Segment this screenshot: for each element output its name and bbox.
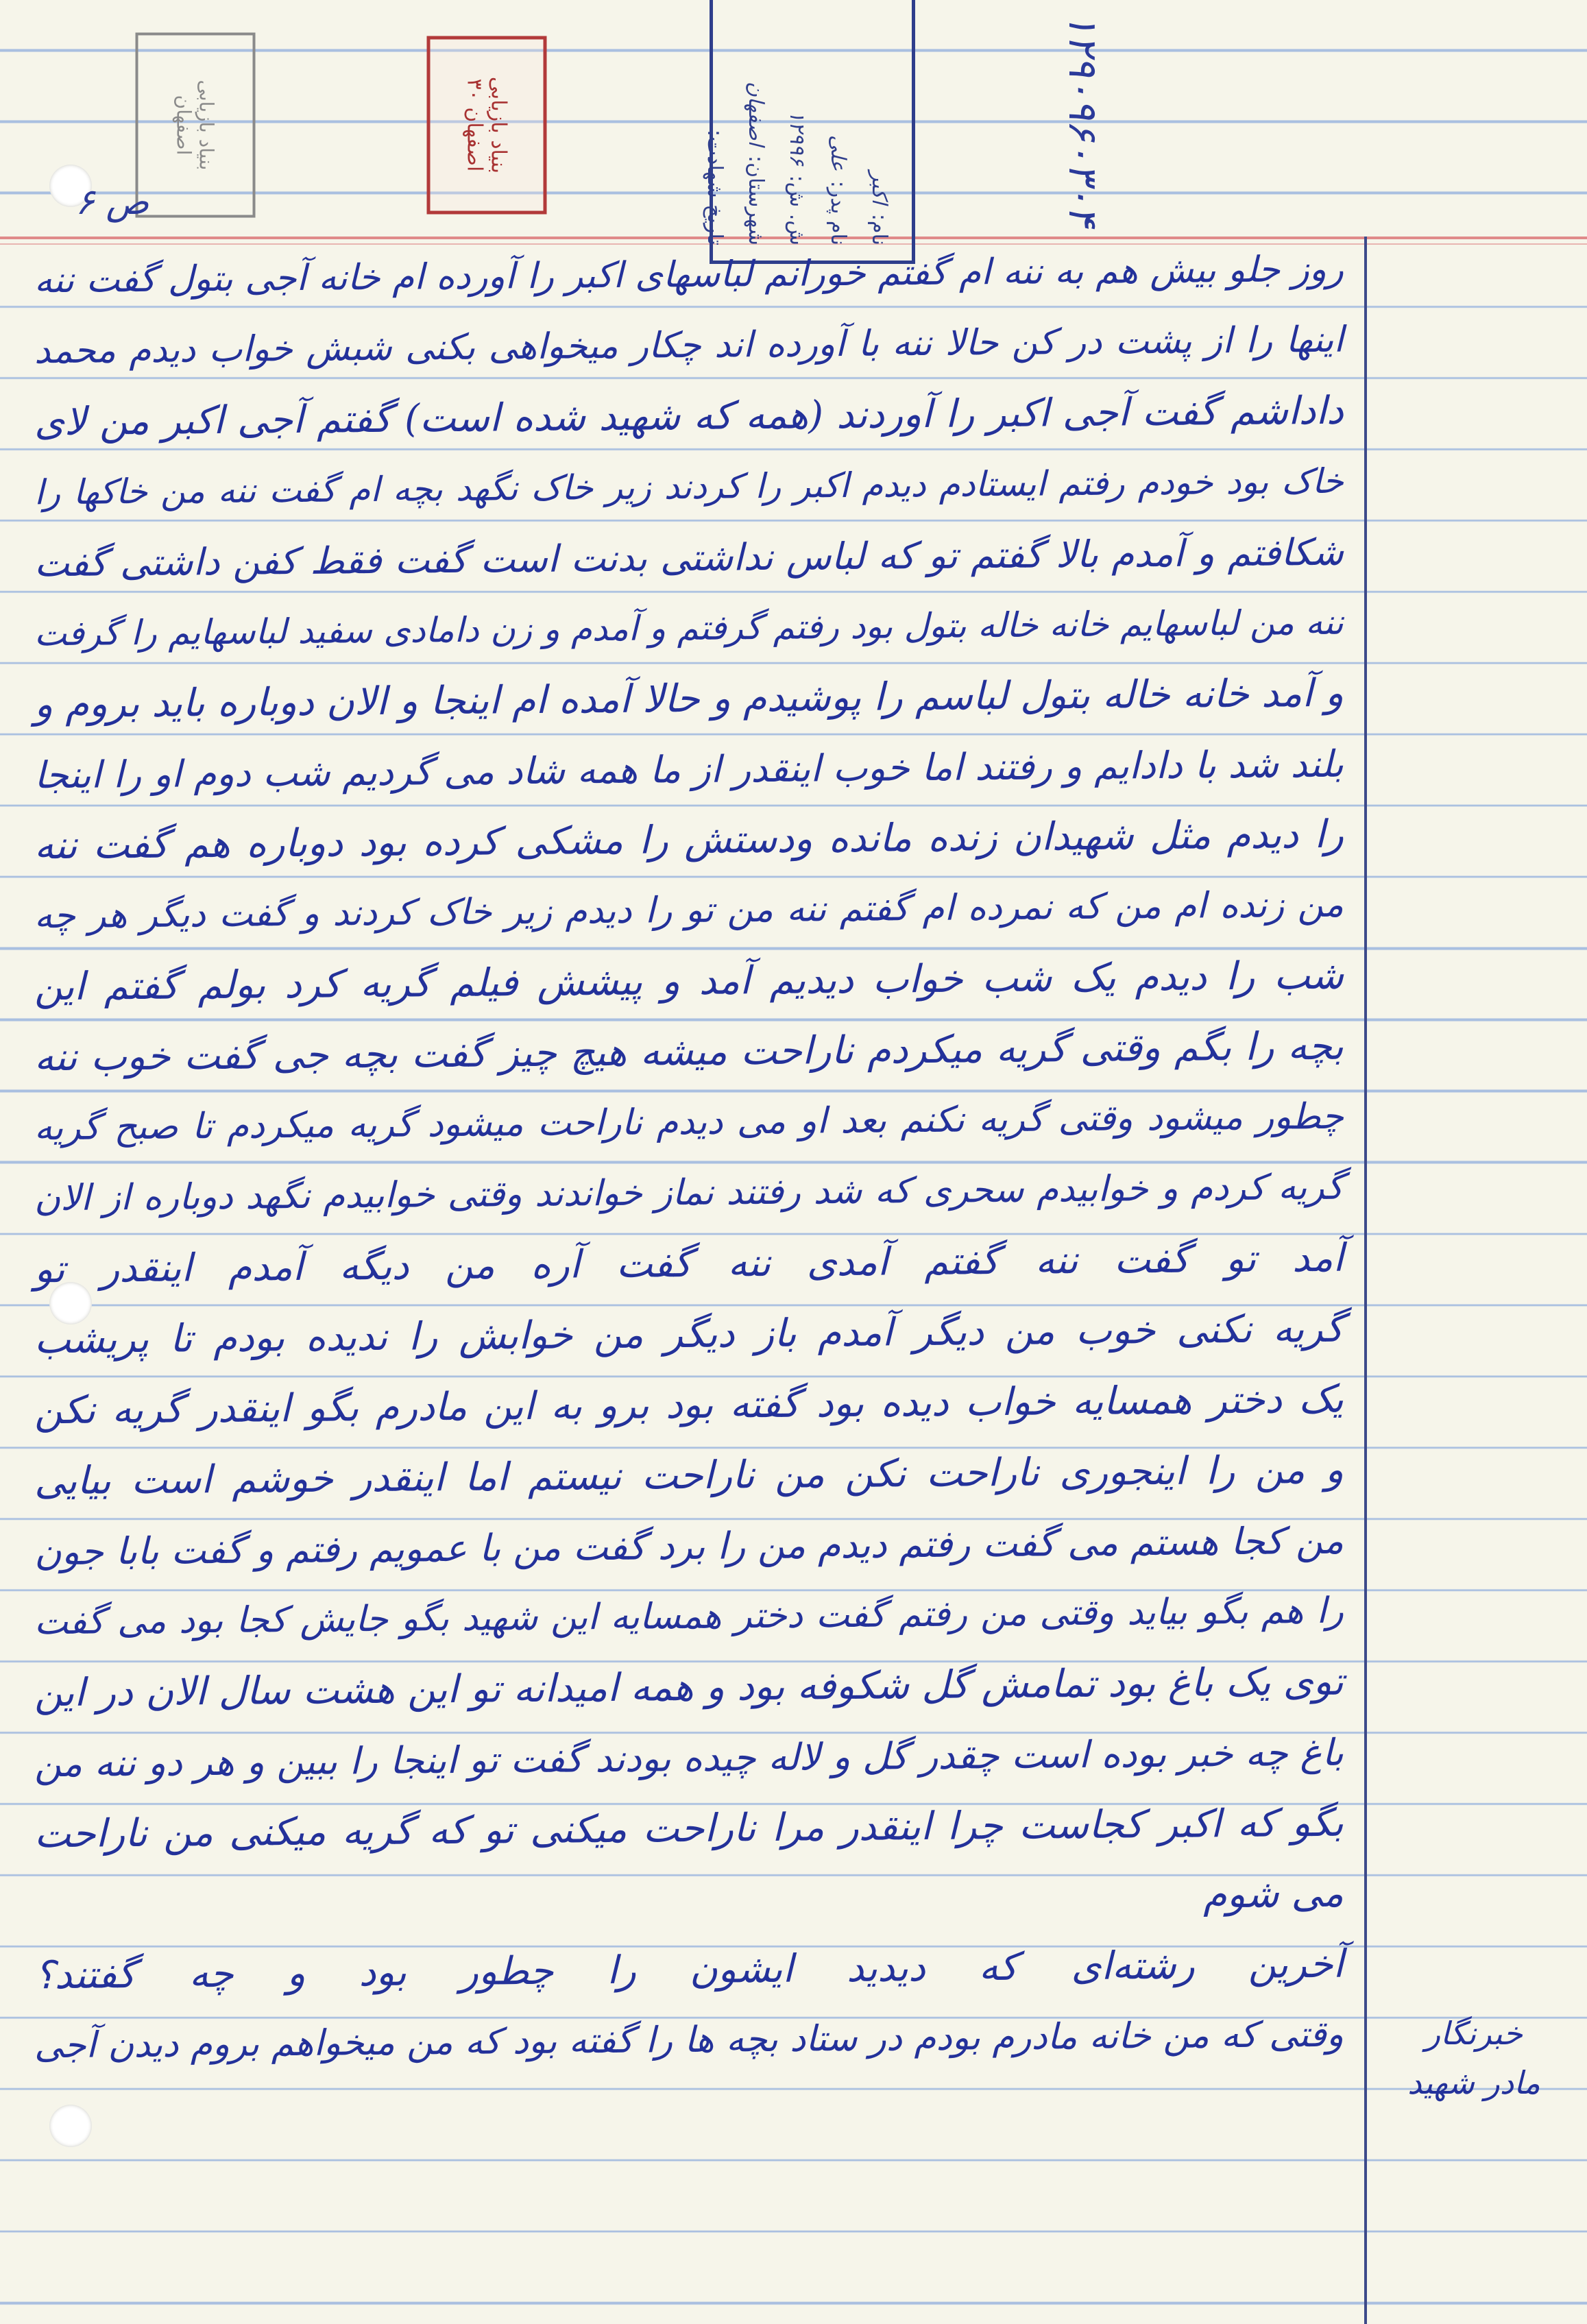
form-row-date: تاریخ شهادت: (703, 129, 727, 245)
form-row-name: نام:اکبر (867, 171, 891, 245)
handwritten-line: من زنده ام من که نمرده ام گفتم ننه من تو را دیدم زیر خاک کردند و گفت دیگر هر چه (34, 884, 1344, 937)
handwritten-body (21, 240, 1357, 2076)
stamp-text: اصفهان ۳۰ (463, 78, 487, 172)
form-row-city: شهرستان:اصفهان (744, 82, 768, 245)
form-row-father: نام پدر:علی (826, 134, 850, 245)
stamp-text: اصفهان (173, 95, 195, 156)
handwritten-line: آمد تو گفت ننه گفتم آمدی ننه گفت آره من دیگه آمدم اینقدر تو (34, 1235, 1344, 1292)
handwritten-line: می شوم (1202, 1871, 1344, 1917)
handwritten-line: آخرین رشته‌ای که دیدید ایشون را چطور بود و چه گفتند؟ (34, 1941, 1344, 1998)
faded-archive-stamp (136, 33, 256, 218)
handwritten-line: شب را دیدم یک شب خواب دیدیم آمد و پیشش فیلم گریه کرد بولم گفتم این (34, 953, 1344, 1010)
binder-hole (49, 2105, 92, 2147)
archive-number: ۱۲۹۰۹۶۰۳۰۴ (1060, 13, 1106, 227)
handwritten-line: و من را اینجوری ناراحت نکن من ناراحت نیستم اما اینقدر خوشم است بیایی (34, 1447, 1344, 1504)
handwritten-line: شکافتم و آمدم بالا گفتم تو که لباس نداشتی بدنت است گفت فقط کفن داشتی گفت (34, 530, 1344, 585)
handwritten-line: توی یک باغ بود تمامش گل شکوفه بود و همه امیدانه تو این هشت سال الان در این (34, 1659, 1344, 1716)
handwritten-line: روز جلو بیش هم به ننه ام گفتم خورانم لباسهای اکبر را آورده ام خانه آجی بتول گفت ننه (34, 248, 1344, 302)
handwritten-line: را هم بگو بیاید وقتی من رفتم گفت دختر همسایه این شهید بگو جایش کجا بود می گفت (34, 1590, 1344, 1643)
form-row-id: ش. ش:۱۲۹۹۶ (785, 110, 809, 245)
handwritten-line: را دیدم مثل شهیدان زنده مانده ودستش را مشکی کرده بود دوباره هم گفت ننه (34, 812, 1344, 869)
handwritten-line: باغ چه خبر بوده است چقدر گل و لاله چیده بودند گفت تو اینجا را ببین و هر دو ننه من (34, 1730, 1344, 1786)
handwritten-line: ننه من لباسهایم خانه خاله بتول بود رفتم گرفتم و آمدم و زن دامادی سفید لباسهایم را گرفت (34, 602, 1344, 654)
handwritten-line: و آمد خانه خاله بتول لباسم را پوشیدم و حالا آمده ام اینجا و الان دوباره باید بروم و (34, 670, 1344, 727)
margin-note-interviewer: خبرنگار (1425, 2015, 1523, 2052)
handwritten-line: بلند شد با دادایم و رفتند اما خوب اینقدر از ما همه شاد می گردیم شب دوم او را اینجا (34, 742, 1344, 797)
margin-notes (1371, 2009, 1577, 2107)
page-marker: ص ۶ (75, 182, 149, 223)
stamp-text: بنیاد بازیابی (195, 80, 218, 171)
stamp-text: بنیاد بازیابی (487, 76, 511, 174)
handwritten-line: خاک بود خودم رفتم ایستادم دیدم اکبر را کردند زیر خاک نگهد بچه ام گفت ننه من خاکها را (34, 461, 1344, 513)
red-archive-stamp (427, 36, 547, 215)
handwritten-line: چطور میشود وقتی گریه نکنم بعد او می دیدم ناراحت میشود گریه میکردم تا صبح گریه (34, 1096, 1344, 1149)
archive-form-stamp (703, 0, 915, 264)
handwritten-line: داداشم گفت آجی اکبر را آوردند (همه که شهید شده است) گفتم آجی اکبر من لای (34, 388, 1344, 445)
handwritten-line: گریه نکنی خوب من دیگر آمدم باز دیگر من خوابش را ندیده بودم تا پریشب (34, 1306, 1344, 1363)
handwritten-line: بگو که اکبر کجاست چرا اینقدر مرا ناراحت میکنی تو که گریه میکنی من ناراحت (34, 1800, 1344, 1857)
handwritten-line: بچه را بگم وقتی گریه میکردم ناراحت میشه هیچ چیز گفت بچه جی گفت خوب ننه (34, 1024, 1344, 1080)
margin-note-mother: مادر شهید (1407, 2064, 1540, 2101)
handwritten-line: وقتی که من خانه مادرم بودم در ستاد بچه ها را گفته بود که من میخواهم بروم دیدن آجی (34, 2013, 1344, 2067)
handwritten-line: من کجا هستم می گفت رفتم دیدم من را برد گفت من با عمویم رفتم و گفت بابا جون (34, 1518, 1344, 1574)
handwritten-line: گریه کردم و خوابیدم سحری که شد رفتند نماز خواندند وقتی خوابیدم نگهد دوباره از الان (34, 1166, 1344, 1220)
right-margin-line (1364, 237, 1367, 2324)
handwritten-line: یک دختر همسایه خواب دیده بود گفته بود برو به این مادرم بگو اینقدر گریه نکن (34, 1377, 1344, 1433)
handwritten-line: اینها را از پشت در کن حالا ننه با آورده اند چکار میخواهی بکنی شبش خواب دیدم محمد (34, 319, 1344, 372)
